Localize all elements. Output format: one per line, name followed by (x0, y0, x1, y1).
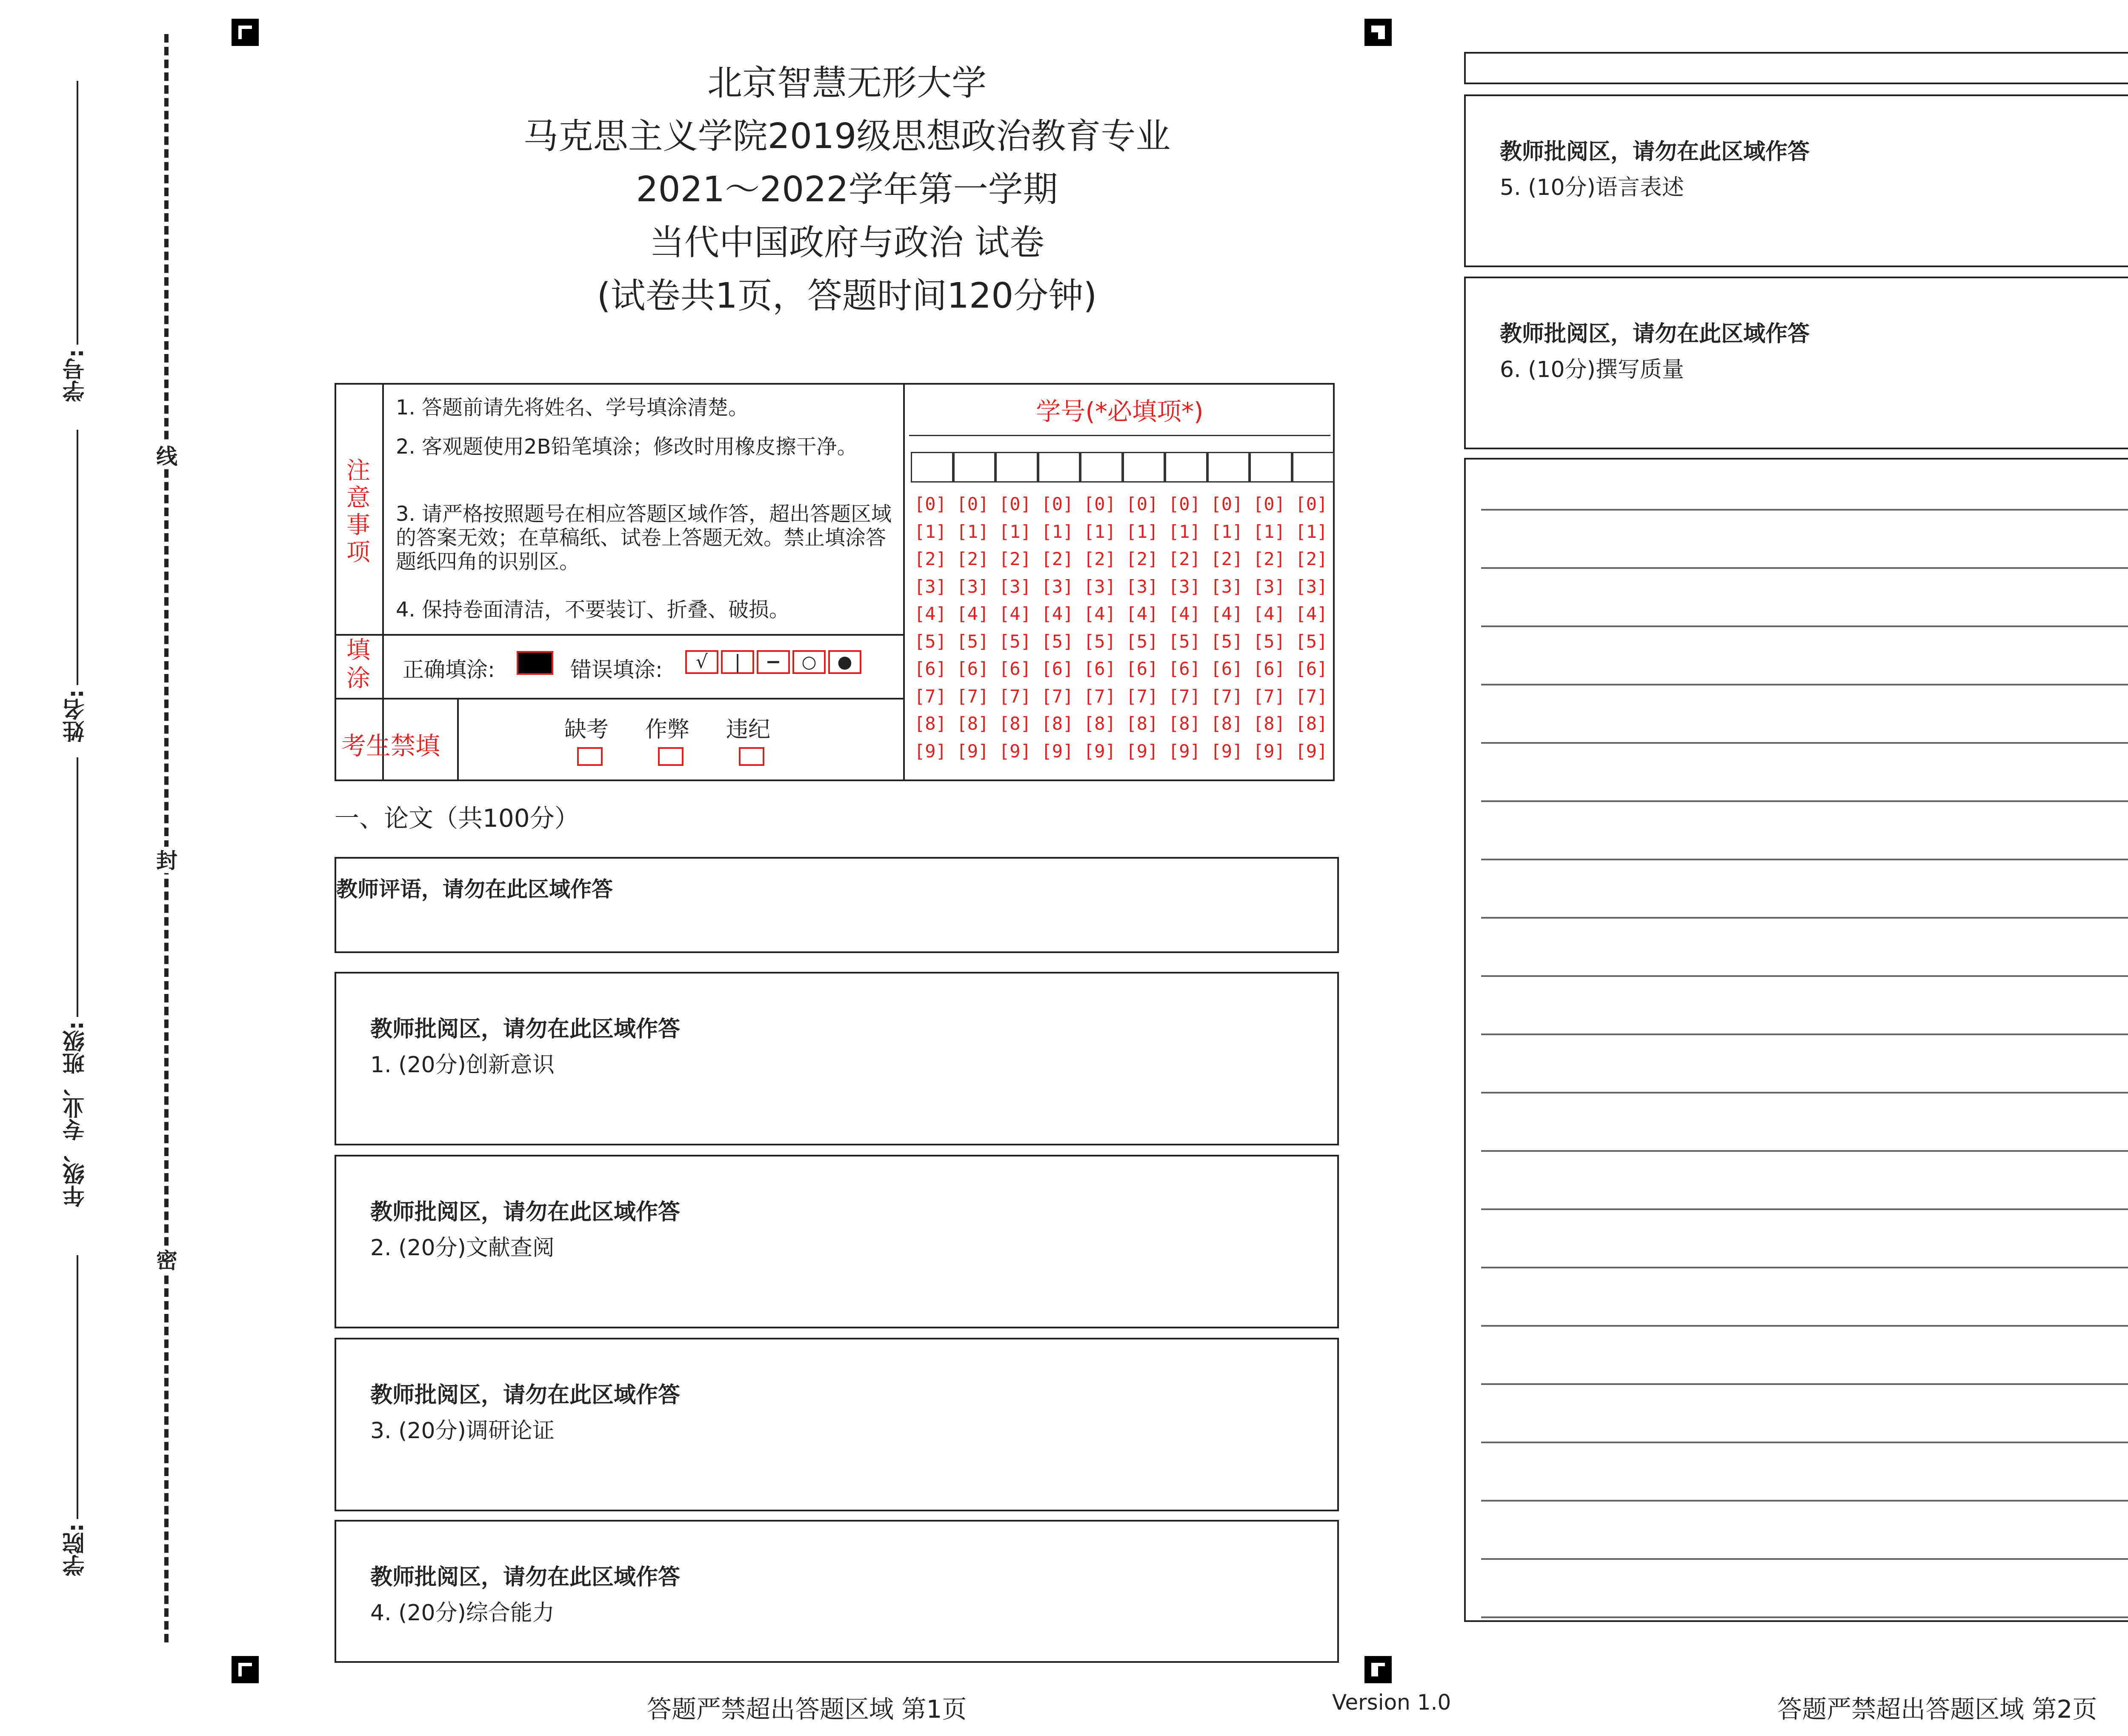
student-id-title: 学号(*必填项*) (1036, 397, 1204, 426)
student-id-digit-bubble[interactable]: [4] (1295, 603, 1328, 624)
student-id-digit-bubble[interactable]: [3] (1084, 576, 1116, 597)
student-id-digit-bubble[interactable]: [9] (1295, 740, 1328, 762)
student-id-digit-bubble[interactable]: [5] (999, 631, 1031, 652)
student-id-label: 学号: (63, 349, 89, 402)
wrong-mark-circle: ○ (792, 650, 826, 674)
student-id-digit-bubble[interactable]: [5] (914, 631, 947, 652)
student-id-digit-bubble[interactable]: [6] (1295, 658, 1328, 679)
student-id-digit-bubble[interactable]: [7] (1210, 685, 1243, 707)
student-id-digit-bubble[interactable]: [1] (956, 521, 989, 542)
corner-marker-top-center (1364, 19, 1392, 46)
section-title: 一、论文（共100分） (335, 804, 579, 833)
student-id-digit-bubble[interactable]: [6] (1041, 658, 1074, 679)
student-id-digit-bubble[interactable]: [9] (999, 740, 1031, 762)
question-1-item: 1. (20分)创新意识 (370, 1052, 555, 1078)
student-id-entry-cell[interactable] (1165, 452, 1207, 483)
answer-ruled-line (1481, 917, 2128, 919)
student-id-digit-bubble[interactable]: [6] (914, 658, 947, 679)
answer-ruled-line (1481, 742, 2128, 744)
answer-ruled-line (1481, 1500, 2128, 1502)
question-4-head: 教师批阅区，请勿在此区域作答 (370, 1565, 681, 1590)
violation-checkbox[interactable] (739, 747, 764, 766)
class-label: 年级、专业、班级: (63, 1021, 89, 1207)
student-id-entry-cell[interactable] (1250, 452, 1292, 483)
answer-ruled-line (1481, 1267, 2128, 1268)
top-strip-box (1464, 52, 2128, 84)
answer-ruled-line (1481, 625, 2128, 627)
student-id-entry-cell[interactable] (1292, 452, 1335, 483)
fill-title: 填涂 (346, 637, 370, 692)
student-id-entry-cell[interactable] (911, 452, 953, 483)
college-label: 学院: (63, 1523, 89, 1576)
student-id-digit-bubble[interactable]: [1] (1041, 521, 1074, 542)
student-id-digit-bubble[interactable]: [7] (1168, 685, 1201, 707)
answer-ruled-line (1481, 800, 2128, 802)
student-id-digit-bubble[interactable]: [3] (1168, 576, 1201, 597)
student-id-digit-bubble[interactable]: [6] (1126, 658, 1158, 679)
student-id-digit-bubble[interactable]: [7] (1253, 685, 1285, 707)
answer-ruled-line (1481, 1383, 2128, 1385)
student-id-digit-bubble[interactable]: [5] (1168, 631, 1201, 652)
name-label: 姓名: (63, 689, 89, 742)
student-id-digit-bubble[interactable]: [5] (1253, 631, 1285, 652)
notice-item-3: 3. 请严格按照题号在相应答题区域作答，超出答题区域的答案无效；在草稿纸、试卷上答题无效。禁止填涂答题纸四角的识别区。 (396, 502, 892, 574)
student-id-digit-bubble[interactable]: [1] (1168, 521, 1201, 542)
student-id-digit-bubble[interactable]: [9] (1084, 740, 1116, 762)
line-char: 线 (155, 443, 180, 469)
forbidden-title: 考生禁填 (341, 731, 440, 760)
student-id-digit-bubble[interactable]: [6] (956, 658, 989, 679)
question-5-item: 5. (10分)语言表述 (1500, 175, 1684, 200)
notice-item-2: 2. 客观题使用2B铅笔填涂；修改时用橡皮擦干净。 (396, 435, 858, 459)
name-line (77, 430, 78, 685)
student-id-digit-bubble[interactable]: [3] (956, 576, 989, 597)
student-id-digit-bubble[interactable]: [5] (1126, 631, 1158, 652)
answer-ruled-line (1481, 684, 2128, 685)
secret-char: 密 (155, 1247, 180, 1273)
student-id-digit-bubble[interactable]: [9] (914, 740, 947, 762)
student-id-digit-bubble[interactable]: [0] (1126, 494, 1158, 514)
question-1-head: 教师批阅区，请勿在此区域作答 (370, 1016, 681, 1042)
student-id-digit-bubble[interactable]: [6] (1210, 658, 1243, 679)
student-id-digit-bubble[interactable]: [3] (914, 576, 947, 597)
forbidden-violation-label: 违纪 (726, 717, 771, 742)
student-id-entry-cell[interactable] (1038, 452, 1081, 483)
student-id-digit-bubble[interactable]: [2] (1253, 548, 1285, 569)
student-id-digit-bubble[interactable]: [8] (1168, 713, 1201, 734)
notice-title: 注意事项 (346, 457, 370, 566)
student-id-digit-bubble[interactable]: [5] (1210, 631, 1243, 652)
student-id-digit-bubble[interactable]: [8] (1210, 713, 1243, 734)
wrong-marks (685, 650, 861, 676)
teacher-comment-label: 教师评语，请勿在此区域作答 (336, 877, 613, 902)
student-id-digit-bubble[interactable]: [1] (1295, 521, 1328, 542)
student-id-digit-bubble[interactable]: [3] (999, 576, 1031, 597)
student-id-digit-bubble[interactable]: [4] (1253, 603, 1285, 624)
student-id-digit-bubble[interactable]: [9] (956, 740, 989, 762)
student-id-digit-bubble[interactable]: [2] (956, 548, 989, 569)
absent-checkbox[interactable] (577, 747, 603, 766)
student-id-digit-bubble[interactable]: [8] (1084, 713, 1116, 734)
answer-ruled-line (1481, 1034, 2128, 1035)
student-id-digit-bubble[interactable]: [7] (1295, 685, 1328, 707)
student-id-digit-bubble[interactable]: [1] (1253, 521, 1285, 542)
semester: 2021～2022学年第一学期 (636, 169, 1058, 210)
teacher-comment-box (335, 857, 1339, 953)
question-2-head: 教师批阅区，请勿在此区域作答 (370, 1199, 681, 1225)
forbidden-absent-label: 缺考 (564, 717, 609, 742)
student-id-digit-bubble[interactable]: [7] (1126, 685, 1158, 707)
student-id-digit-bubble[interactable]: [1] (1126, 521, 1158, 542)
student-id-digit-bubble[interactable]: [1] (999, 521, 1031, 542)
college-line (77, 1255, 78, 1519)
student-id-digit-bubble[interactable]: [3] (1210, 576, 1243, 597)
wrong-mark-dot: ● (828, 650, 861, 674)
answer-ruled-line (1481, 1325, 2128, 1327)
student-id-digit-bubble[interactable]: [9] (1210, 740, 1243, 762)
question-6-head: 教师批阅区，请勿在此区域作答 (1500, 321, 1810, 347)
student-id-digit-bubble[interactable]: [0] (1168, 494, 1201, 514)
student-id-entry-cell[interactable] (1123, 452, 1165, 483)
student-id-digit-bubble[interactable]: [0] (956, 494, 989, 514)
student-id-entry-cell[interactable] (1080, 452, 1123, 483)
student-id-digit-bubble[interactable]: [5] (956, 631, 989, 652)
student-id-digit-bubble[interactable]: [2] (1041, 548, 1074, 569)
student-id-digit-bubble[interactable]: [0] (914, 494, 947, 514)
student-id-digit-bubble[interactable]: [2] (1295, 548, 1328, 569)
answer-ruled-line (1481, 1092, 2128, 1094)
footer-version: Version 1.0 (1332, 1690, 1451, 1715)
corner-marker-bottom-left (232, 1656, 259, 1683)
question-5-head: 教师批阅区，请勿在此区域作答 (1500, 139, 1810, 165)
corner-marker-bottom-center (1364, 1656, 1392, 1683)
student-id-digit-bubble[interactable]: [8] (999, 713, 1031, 734)
answer-ruled-line (1481, 1208, 2128, 1210)
student-id-line (77, 81, 78, 345)
answer-ruled-line (1481, 509, 2128, 511)
wrong-mark-bar: | (721, 650, 754, 674)
student-id-digit-bubble[interactable]: [2] (999, 548, 1031, 569)
exam-title: 当代中国政府与政治 试卷 (649, 223, 1045, 263)
student-id-digit-bubble[interactable]: [6] (999, 658, 1031, 679)
question-2-item: 2. (20分)文献查阅 (370, 1235, 555, 1261)
student-id-digit-bubble[interactable]: [0] (1041, 494, 1074, 514)
student-id-digit-bubble[interactable]: [2] (1084, 548, 1116, 569)
student-id-digit-bubble[interactable]: [8] (1295, 713, 1328, 734)
student-id-digit-bubble[interactable]: [7] (1041, 685, 1074, 707)
answer-ruled-line (1481, 1442, 2128, 1443)
wrong-mark-dash: − (757, 650, 790, 674)
correct-fill-sample (517, 651, 553, 675)
student-id-digit-bubble[interactable]: [9] (1253, 740, 1285, 762)
correct-fill-label: 正确填涂: (403, 657, 495, 682)
student-id-digit-bubble[interactable]: [0] (999, 494, 1031, 514)
student-id-digit-bubble[interactable]: [4] (1126, 603, 1158, 624)
answer-ruled-line (1481, 975, 2128, 977)
notice-item-1: 1. 答题前请先将姓名、学号填涂清楚。 (396, 396, 749, 420)
student-id-entry-cell[interactable] (995, 452, 1038, 483)
student-id-digit-bubble[interactable]: [5] (1295, 631, 1328, 652)
student-id-digit-bubble[interactable]: [4] (1210, 603, 1243, 624)
student-id-digit-bubble[interactable]: [0] (1084, 494, 1116, 514)
student-id-digit-bubble[interactable]: [5] (1084, 631, 1116, 652)
student-id-digit-bubble[interactable]: [5] (1041, 631, 1074, 652)
student-id-digit-bubble[interactable]: [9] (1126, 740, 1158, 762)
wrong-fill-label: 错误填涂: (570, 657, 663, 682)
student-id-digit-bubble[interactable]: [3] (1126, 576, 1158, 597)
class-line (77, 757, 78, 1017)
student-id-digit-bubble[interactable]: [0] (1253, 494, 1285, 514)
answer-ruled-line (1481, 1558, 2128, 1560)
student-id-digit-bubble[interactable]: [4] (914, 603, 947, 624)
wrong-mark-check: √ (685, 650, 718, 674)
student-id-digit-bubble[interactable]: [4] (999, 603, 1031, 624)
student-id-digit-bubble[interactable]: [8] (914, 713, 947, 734)
student-id-digit-bubble[interactable]: [4] (1041, 603, 1074, 624)
binding-dashed-line (164, 34, 169, 1642)
footer-page-1: 答题严禁超出答题区域 第1页 (647, 1695, 967, 1724)
student-id-digit-bubble[interactable]: [0] (1210, 494, 1243, 514)
answer-ruled-line (1481, 859, 2128, 860)
student-id-digit-bubble[interactable]: [2] (1210, 548, 1243, 569)
question-3-item: 3. (20分)调研论证 (370, 1418, 555, 1444)
student-id-digit-bubble[interactable]: [0] (1295, 494, 1328, 514)
student-id-entry-cell[interactable] (953, 452, 996, 483)
question-4-item: 4. (20分)综合能力 (370, 1600, 555, 1626)
student-id-digit-bubble[interactable]: [4] (1084, 603, 1116, 624)
university-name: 北京智慧无形大学 (707, 63, 987, 103)
student-id-digit-bubble[interactable]: [8] (1253, 713, 1285, 734)
student-id-digit-bubble[interactable]: [1] (914, 521, 947, 542)
student-id-digit-bubble[interactable]: [8] (956, 713, 989, 734)
student-id-digit-bubble[interactable]: [1] (1084, 521, 1116, 542)
answer-ruled-line (1481, 1150, 2128, 1152)
cheat-checkbox[interactable] (658, 747, 684, 766)
student-id-digit-bubble[interactable]: [6] (1084, 658, 1116, 679)
student-id-digit-bubble[interactable]: [7] (1084, 685, 1116, 707)
answer-writing-area[interactable] (1464, 458, 2128, 1622)
student-id-digit-bubble[interactable]: [1] (1210, 521, 1243, 542)
student-id-digit-bubble[interactable]: [9] (1168, 740, 1201, 762)
forbidden-cheat-label: 作弊 (645, 717, 690, 742)
student-id-digit-bubble[interactable]: [3] (1253, 576, 1285, 597)
question-6-item: 6. (10分)撰写质量 (1500, 357, 1684, 383)
student-id-digit-bubble[interactable]: [4] (1168, 603, 1201, 624)
student-id-digit-bubble[interactable]: [8] (1126, 713, 1158, 734)
student-id-digit-bubble[interactable]: [2] (1126, 548, 1158, 569)
question-box-4 (335, 1520, 1339, 1663)
student-id-digit-bubble[interactable]: [7] (956, 685, 989, 707)
student-id-digit-bubble[interactable]: [9] (1041, 740, 1074, 762)
student-id-digit-bubble[interactable]: [6] (1168, 658, 1201, 679)
student-id-digit-bubble[interactable]: [2] (1168, 548, 1201, 569)
exam-info: (试卷共1页，答题时间120分钟) (597, 276, 1097, 316)
student-id-digit-bubble[interactable]: [2] (914, 548, 947, 569)
question-3-head: 教师批阅区，请勿在此区域作答 (370, 1382, 681, 1408)
student-id-digit-bubble[interactable]: [4] (956, 603, 989, 624)
answer-ruled-line (1481, 1616, 2128, 1618)
student-id-digit-bubble[interactable]: [3] (1295, 576, 1328, 597)
answer-ruled-line (1481, 567, 2128, 569)
student-id-digit-bubble[interactable]: [6] (1253, 658, 1285, 679)
college-major: 马克思主义学院2019级思想政治教育专业 (523, 116, 1171, 157)
footer-page-2: 答题严禁超出答题区域 第2页 (1777, 1695, 2097, 1724)
student-id-entry-cell[interactable] (1207, 452, 1250, 483)
student-id-digit-bubble[interactable]: [7] (999, 685, 1031, 707)
student-id-digit-bubble[interactable]: [7] (914, 685, 947, 707)
notice-item-4: 4. 保持卷面清洁，不要装订、折叠、破损。 (396, 598, 790, 622)
corner-marker-top-left (232, 19, 259, 46)
seal-char: 封 (155, 847, 180, 873)
student-id-digit-bubble[interactable]: [3] (1041, 576, 1074, 597)
student-id-digit-bubble[interactable]: [8] (1041, 713, 1074, 734)
